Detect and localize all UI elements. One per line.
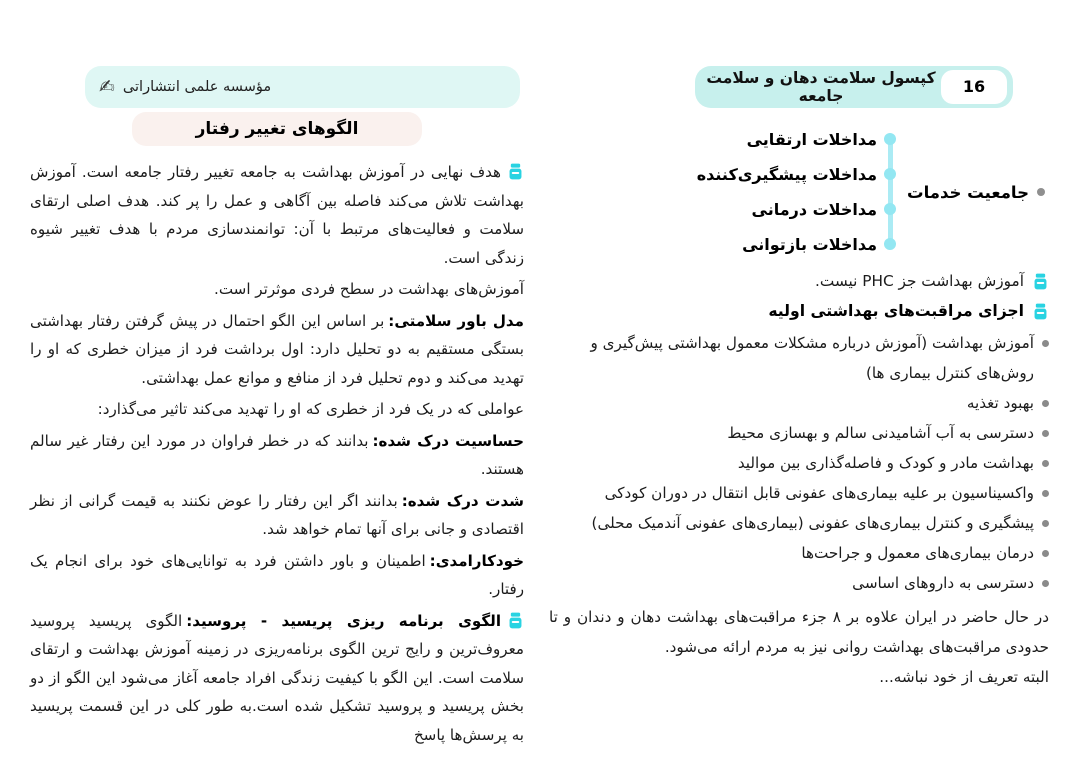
phc-note-row	[549, 272, 1049, 290]
services-diagram	[549, 122, 1049, 262]
capsule-icon	[507, 612, 524, 629]
list-item-text: درمان بیماری‌های معمول و جراحت‌ها	[801, 544, 1034, 562]
phc-components-list	[549, 328, 1049, 598]
bullet-icon	[1042, 550, 1049, 557]
page-number: 16	[941, 70, 1007, 104]
list-item	[549, 418, 1049, 448]
list-item-text: واکسیناسیون بر علیه بیماری‌های عفونی قابل انتقال در دوران کودکی	[604, 484, 1034, 502]
diagram-item: مداخلات درمانی	[751, 200, 877, 219]
section-title-row	[30, 112, 524, 146]
paragraph-text: اطمینان و باور داشتن فرد به توانایی‌های خود برای انجام یک رفتار.	[30, 551, 524, 598]
bullet-icon	[1042, 580, 1049, 587]
paragraph-text: بدانند که در خطر فراوان در مورد این رفتار غیر سالم هستند.	[30, 431, 524, 478]
node-circle-icon	[884, 168, 896, 180]
publisher-name: مؤسسه علمی انتشاراتی	[122, 79, 272, 95]
capsule-icon	[507, 163, 524, 180]
publisher-logo-icon: ✍	[99, 75, 115, 98]
paragraph-text: الگوی پریسید پروسید معروف‌ترین و رایج ترین الگوی برنامه‌ریزی در زمینه آموزش بهداشت و ارتقای سلامت است. این الگو با کیفیت زندگی افراد جامعه آغاز می‌شود این الگو از دو بخش پریسید و پروسید تشکیل شده است.به طور کلی در این قسمت پریسید به پرسش‌ها پاسخ	[30, 611, 524, 744]
list-item	[549, 568, 1049, 598]
list-item-text: آموزش بهداشت (آموزش درباره مشکلات معمول بهداشتی پیش‌گیری و روش‌های کنترل بیماری ها)	[590, 334, 1034, 382]
paragraph-lead: الگوی برنامه ریزی پریسید - پروسید:	[186, 611, 502, 630]
bullet-icon	[1042, 490, 1049, 497]
section-heading-row	[549, 302, 1049, 320]
paragraph-lead: خودکارامدی:	[429, 551, 524, 570]
bullet-icon	[1042, 430, 1049, 437]
section-heading: اجزای مراقبت‌های بهداشتی اولیه	[768, 302, 1024, 320]
paragraph	[30, 547, 524, 604]
paragraph	[30, 607, 524, 750]
paragraph-text: بر اساس این الگو احتمال در پیش گرفتن رفتار بهداشتی بستگی مستقیم به دو تحلیل دارد: اول برداشت فرد از میزان خطری که او را تهدید می‌کند و دوم تحلیل فرد از منافع و موانع عمل بهداشتی.	[30, 311, 524, 387]
node-circle-icon	[884, 238, 896, 250]
paragraph-text: هدف نهایی در آموزش بهداشت به جامعه تغییر رفتار جامعه است. آموزش بهداشت تلاش می‌کند فاصله بین آگاهی و عمل را پر کند. هدف اصلی ارتقای سلامت و فعالیت‌های مرتبط با آن: توانمندسازی مردم با هدف تغییر شیوه زندگی است.	[30, 163, 524, 267]
bullet-icon	[1037, 188, 1045, 196]
bullet-icon	[1042, 520, 1049, 527]
diagram-item: مداخلات بازتوانی	[742, 235, 877, 254]
paragraph	[30, 307, 524, 393]
paragraph-text: عواملی که در یک فرد از خطری که او را تهدید می‌کند تاثیر می‌گذارد:	[97, 400, 524, 418]
left-column	[30, 112, 524, 752]
list-item-text: دسترسی به داروهای اساسی	[852, 574, 1034, 592]
closing-paragraph: در حال حاضر در ایران علاوه بر ۸ جزء مراقبت‌های بهداشت دهان و دندان و تا حدودی مراقبت‌های بهداشت روانی نیز به مردم ارائه می‌شود.	[549, 608, 1049, 656]
diagram-item: مداخلات پیشگیری‌کننده	[696, 165, 877, 184]
list-item	[549, 538, 1049, 568]
bullet-icon	[1042, 340, 1049, 347]
list-item-text: بهداشت مادر و کودک و فاصله‌گذاری بین موالید	[737, 454, 1034, 472]
book-header-band	[695, 66, 1013, 108]
list-item-text: دسترسی به آب آشامیدنی سالم و بهسازی محیط	[727, 424, 1034, 442]
publisher-header-band	[85, 66, 520, 108]
phc-note-text: آموزش بهداشت جز PHC نیست.	[814, 272, 1024, 290]
paragraph-lead: حساسیت درک شده:	[372, 431, 524, 450]
paragraph-lead: مدل باور سلامتی:	[388, 311, 524, 330]
capsule-icon	[1032, 273, 1049, 290]
section-title: الگوهای تغییر رفتار	[132, 112, 423, 146]
list-item	[549, 448, 1049, 478]
capsule-icon	[1032, 303, 1049, 320]
list-item	[549, 388, 1049, 418]
paragraph-text: بدانند اگر این رفتار را عوض نکنند به قیمت گرانی از نظر اقتصادی و جانی برای آنها تمام خواهد شد.	[30, 491, 524, 538]
list-item	[549, 508, 1049, 538]
list-item-text: بهبود تغذیه	[966, 394, 1034, 412]
node-circle-icon	[884, 203, 896, 215]
paragraph-lead: شدت درک شده:	[401, 491, 525, 510]
node-circle-icon	[884, 133, 896, 145]
paragraph-text: آموزش‌های بهداشت در سطح فردی موثرتر است.	[214, 280, 524, 298]
book-title: کپسول سلامت دهان و سلامت جامعه	[706, 69, 936, 105]
bullet-icon	[1042, 460, 1049, 467]
list-item-text: پیشگیری و کنترل بیماری‌های عفونی (بیماری‌های عفونی آندمیک محلی)	[591, 514, 1034, 532]
diagram-item: مداخلات ارتقایی	[746, 130, 877, 149]
paragraph	[30, 275, 524, 304]
services-diagram-items	[549, 122, 877, 262]
paragraph	[30, 158, 524, 272]
paragraph	[30, 427, 524, 484]
bullet-icon	[1042, 400, 1049, 407]
services-diagram-label-row	[903, 183, 1049, 202]
list-item	[549, 478, 1049, 508]
paragraph	[30, 487, 524, 544]
list-item	[549, 328, 1049, 388]
diagram-connector-line	[877, 122, 903, 262]
right-column	[549, 118, 1049, 692]
closing-note: البته تعریف از خود نباشه...	[879, 668, 1049, 686]
paragraph	[30, 395, 524, 424]
services-diagram-label: جامعیت خدمات	[907, 182, 1029, 202]
